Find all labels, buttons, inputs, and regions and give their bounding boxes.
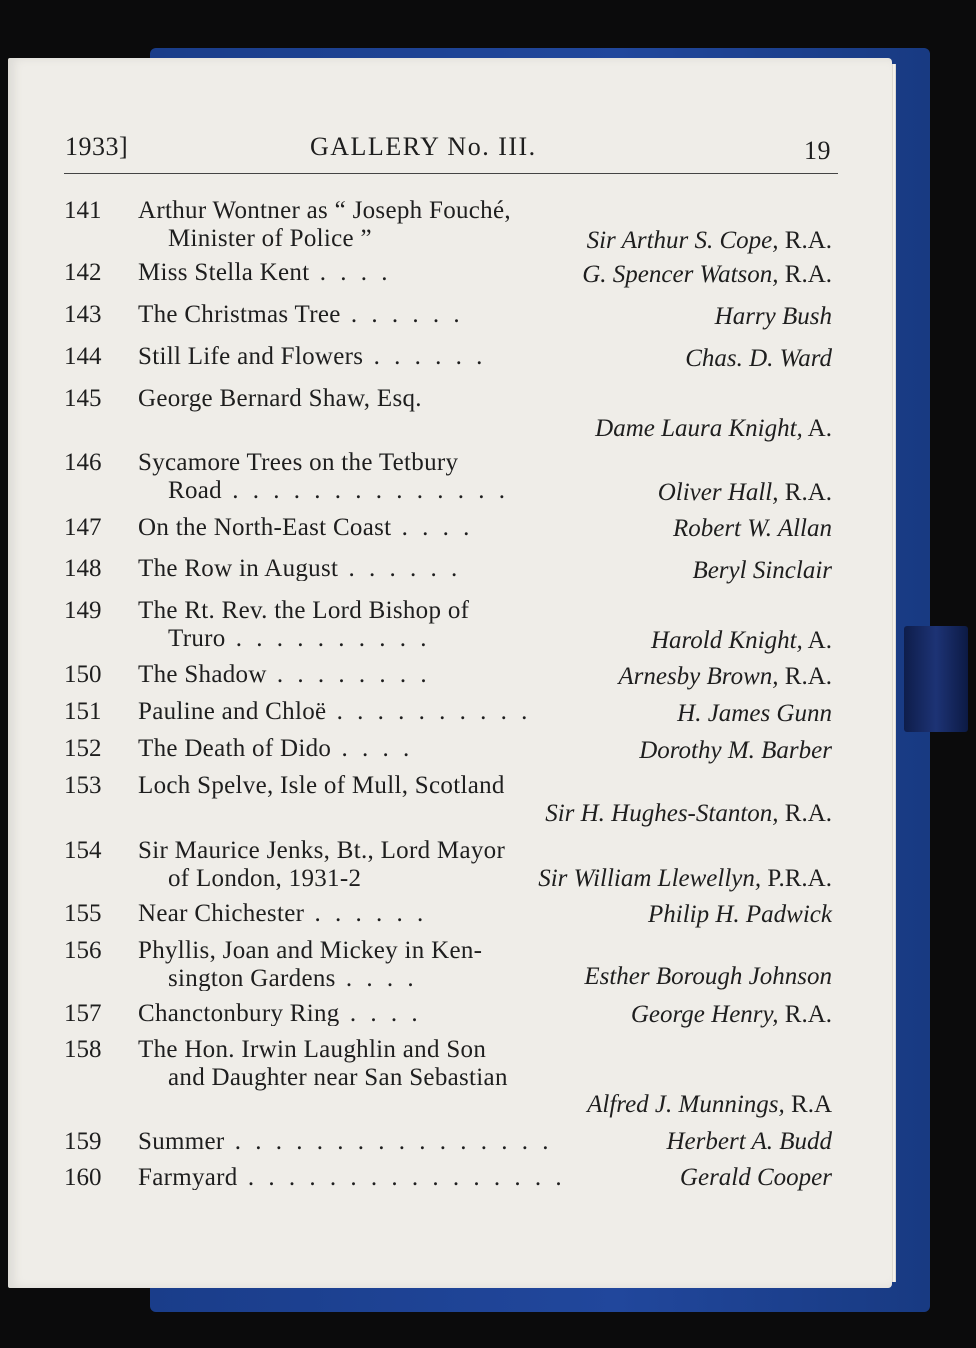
artist-name: G. Spencer Watson,	[582, 261, 779, 288]
entry-artist	[584, 964, 832, 989]
entry-title-line: sington Gardens . . . .	[168, 966, 418, 991]
leader-dots: . . . . . . . . . . . . . .	[221, 478, 509, 503]
entry-number: 160	[64, 1164, 102, 1191]
entry-title-line: George Bernard Shaw, Esq.	[138, 385, 422, 412]
entry-number: 152	[64, 735, 102, 762]
entry-title-line: Miss Stella Kent . . . .	[138, 260, 392, 285]
entry-title-line: Chanctonbury Ring . . . .	[138, 1001, 422, 1026]
entry-number: 147	[64, 514, 102, 541]
leader-dots: . . . .	[309, 260, 392, 285]
leader-dots: . . . . . .	[304, 901, 428, 926]
artist-name: H. James Gunn	[677, 700, 832, 727]
entry-artist	[677, 701, 832, 726]
entry-artist	[587, 1092, 832, 1117]
entry-number: 154	[64, 837, 102, 864]
artist-name: Robert W. Allan	[672, 515, 832, 542]
entry-artist	[685, 346, 832, 371]
artist-honours: A.	[802, 627, 832, 654]
artist-name: Beryl Sinclair	[692, 557, 832, 584]
entry-title-line: Still Life and Flowers . . . . . .	[138, 344, 487, 369]
artist-name: Sir Arthur S. Cope,	[586, 227, 779, 254]
entry-number: 155	[64, 900, 102, 927]
entry-number: 153	[64, 772, 102, 799]
artist-name: Dame Laura Knight,	[595, 415, 803, 442]
artist-honours: R.A.	[778, 1001, 832, 1028]
bookmark-ribbon	[904, 626, 968, 732]
entry-artist	[648, 902, 832, 927]
artist-honours: R.A.	[778, 261, 832, 288]
leader-dots: . . . .	[391, 515, 474, 540]
entry-number: 148	[64, 555, 102, 582]
entry-title-line: Road . . . . . . . . . . . . . .	[168, 478, 509, 503]
entry-artist	[680, 1165, 832, 1190]
entry-title-line: Truro . . . . . . . . . .	[168, 626, 431, 651]
entry-title-line: Summer . . . . . . . . . . . . . . . .	[138, 1129, 553, 1154]
entry-number: 141	[64, 197, 102, 224]
artist-honours: R.A.	[778, 663, 832, 690]
entry-title-line: The Row in August . . . . . .	[138, 556, 462, 581]
entry-number: 143	[64, 301, 102, 328]
entry-number: 159	[64, 1128, 102, 1155]
entry-number: 144	[64, 343, 102, 370]
artist-name: Philip H. Padwick	[648, 901, 832, 928]
artist-honours: R.A.	[778, 800, 832, 827]
artist-name: Harold Knight,	[650, 627, 803, 654]
entry-artist	[639, 738, 832, 763]
entry-title-line: Arthur Wontner as “ Joseph Fouché,	[138, 197, 511, 224]
entry-number: 156	[64, 937, 102, 964]
entry-title-line: Sir Maurice Jenks, Bt., Lord Mayor	[138, 837, 506, 864]
entry-number: 150	[64, 661, 102, 688]
entry-title-line: Minister of Police ”	[168, 225, 372, 252]
entry-artist	[595, 416, 832, 441]
entry-title-line: The Shadow . . . . . . . .	[138, 662, 431, 687]
entry-artist	[715, 304, 832, 329]
entry-number: 149	[64, 597, 102, 624]
entry-title-line: The Death of Dido . . . .	[138, 736, 414, 761]
artist-name: Esther Borough Johnson	[584, 963, 832, 990]
leader-dots: . . . . . . . . . .	[225, 626, 431, 651]
artist-name: Sir William Llewellyn,	[538, 865, 762, 892]
entry-title-line: The Christmas Tree . . . . . .	[138, 302, 464, 327]
leader-dots: . . . .	[339, 1001, 422, 1026]
entry-artist	[651, 628, 832, 653]
year-marker: 1933]	[65, 132, 129, 161]
entry-number: 157	[64, 1000, 102, 1027]
entry-number: 158	[64, 1036, 102, 1063]
artist-honours: R.A	[784, 1091, 832, 1118]
entry-artist	[587, 228, 832, 253]
leader-dots: . . . .	[331, 736, 414, 761]
artist-name: Arnesby Brown,	[618, 663, 779, 690]
entry-title-line: Farmyard . . . . . . . . . . . . . . . .	[138, 1165, 566, 1190]
artist-name: Alfred J. Munnings,	[587, 1091, 785, 1118]
leader-dots: . . . .	[335, 966, 418, 991]
artist-name: Oliver Hall,	[657, 479, 779, 506]
artist-name: Dorothy M. Barber	[639, 737, 832, 764]
leader-dots: . . . . . .	[363, 344, 487, 369]
leader-dots: . . . . . . . . . . . . . . . .	[224, 1129, 553, 1154]
entry-title-line: Pauline and Chloë . . . . . . . . . .	[138, 699, 532, 724]
entry-artist	[658, 480, 832, 505]
leader-dots: . . . . . .	[340, 302, 464, 327]
entry-title-line: and Daughter near San Sebastian	[168, 1064, 508, 1091]
artist-honours: A.	[802, 415, 832, 442]
artist-name: George Henry,	[630, 1001, 779, 1028]
entry-number: 146	[64, 449, 102, 476]
entry-number: 151	[64, 698, 102, 725]
entry-artist	[545, 801, 832, 826]
entry-number: 145	[64, 385, 102, 412]
entry-number: 142	[64, 259, 102, 286]
entry-artist	[667, 1129, 833, 1154]
entry-artist	[631, 1002, 832, 1027]
entry-title-line: Phyllis, Joan and Mickey in Ken-	[138, 937, 483, 964]
catalogue-page	[8, 58, 892, 1288]
page-number: 19	[804, 136, 831, 165]
artist-name: Gerald Cooper	[679, 1164, 832, 1191]
entry-title-line: On the North-East Coast . . . .	[138, 515, 474, 540]
gallery-heading: GALLERY No. III.	[310, 132, 537, 161]
entry-artist	[618, 664, 832, 689]
leader-dots: . . . . . . . . . . . . . . . .	[237, 1165, 566, 1190]
artist-name: Chas. D. Ward	[685, 345, 832, 372]
artist-honours: R.A.	[778, 227, 832, 254]
artist-name: Harry Bush	[714, 303, 832, 330]
artist-honours: P.R.A.	[761, 865, 832, 892]
entry-artist	[673, 516, 832, 541]
entry-title-line: Loch Spelve, Isle of Mull, Scotland	[138, 772, 505, 799]
artist-name: Sir H. Hughes-Stanton,	[545, 800, 779, 827]
artist-honours: R.A.	[778, 479, 832, 506]
entry-artist	[582, 262, 832, 287]
leader-dots: . . . . . .	[338, 556, 462, 581]
entry-title-line: Near Chichester . . . . . .	[138, 901, 428, 926]
entry-title-line: of London, 1931-2	[168, 865, 362, 892]
entry-artist	[538, 866, 832, 891]
header-rule	[64, 173, 838, 174]
entry-artist	[692, 558, 832, 583]
leader-dots: . . . . . . . . . .	[326, 699, 532, 724]
entry-title-line: Sycamore Trees on the Tetbury	[138, 449, 459, 476]
entry-title-line: The Hon. Irwin Laughlin and Son	[138, 1036, 487, 1063]
leader-dots: . . . . . . . .	[266, 662, 431, 687]
artist-name: Herbert A. Budd	[666, 1128, 832, 1155]
entry-title-line: The Rt. Rev. the Lord Bishop of	[138, 597, 470, 624]
